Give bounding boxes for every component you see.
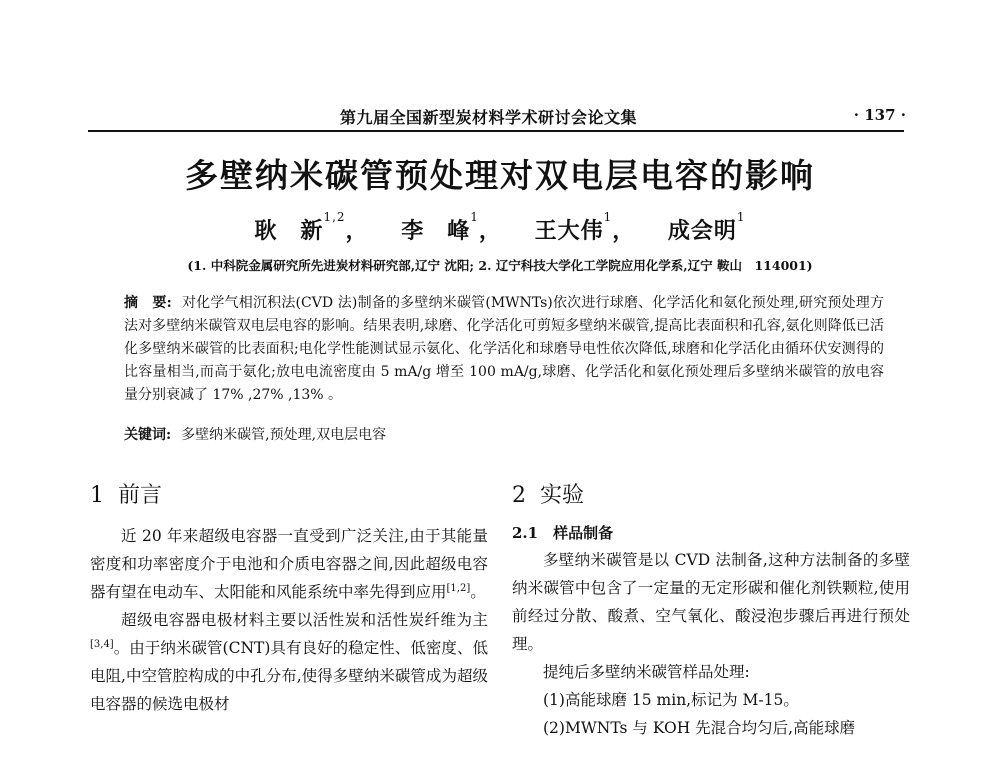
section-heading-experiment <box>512 478 910 512</box>
subsection-number: 2.1 <box>512 524 539 542</box>
section-title: 前言 <box>118 483 163 508</box>
author-affiliation-mark: 1 <box>603 210 613 224</box>
author-separator: ， <box>612 218 636 244</box>
intro-paragraph-1 <box>90 522 488 606</box>
author-3 <box>534 210 636 245</box>
keywords-label: 关键词: <box>124 427 172 443</box>
author-separator: ， <box>478 218 502 244</box>
citation: [1,2] <box>446 582 471 594</box>
section-heading-introduction <box>90 478 488 512</box>
paragraph-text: 超级电容器电极材料主要以活性炭和活性炭纤维为主 <box>121 611 488 629</box>
author-1 <box>254 210 369 245</box>
author-separator: ， <box>345 218 369 244</box>
author-affiliation-mark: 1,2 <box>323 210 346 224</box>
intro-paragraph-2 <box>90 606 488 718</box>
section-title: 实验 <box>540 483 585 508</box>
paragraph-text: 近 20 年来超级电容器一直受到广泛关注,由于其能量密度和功率密度介于电池和介质电容器之间,因此超级电容器有望在电动车、太阳能和风能系统中率先得到应用 <box>90 527 488 601</box>
author-name: 李 峰 <box>401 218 471 244</box>
paragraph-text: 。 <box>470 583 486 601</box>
left-column <box>90 478 488 718</box>
experiment-paragraph-2: 提纯后多壁纳米碳管样品处理: <box>543 663 750 681</box>
experiment-paragraph-1: 多壁纳米碳管是以 CVD 法制备,这种方法制备的多壁纳米碳管中包含了一定量的无定形碳和催化剂铁颗粒,使用前经过分散、酸煮、空气氧化、酸浸泡步骤后再进行预处理。 <box>512 551 910 653</box>
abstract <box>124 292 884 407</box>
author-2 <box>401 210 502 245</box>
citation: [3,4] <box>90 638 114 650</box>
abstract-label: 摘 要: <box>124 295 172 311</box>
proceedings-title: 第九届全国新型炭材料学术研讨会论文集 <box>340 108 638 127</box>
paper-title: 多壁纳米碳管预处理对双电层电容的影响 <box>185 156 815 195</box>
author-name: 王大伟 <box>534 218 604 244</box>
page-number: · 137 · <box>853 106 906 124</box>
header-rule <box>88 130 904 132</box>
author-list <box>0 210 1000 245</box>
paragraph-text: 。由于纳米碳管(CNT)具有良好的稳定性、低密度、低电阻,中空管腔构成的中孔分布,使得多壁纳米碳管成为超级电容器的候选电极材 <box>90 639 488 713</box>
running-header <box>88 105 908 129</box>
experiment-step-1: (1)高能球磨 15 min,标记为 M-15。 <box>543 691 799 709</box>
section-number: 1 <box>90 483 104 508</box>
author-name: 耿 新 <box>254 218 324 244</box>
author-affiliation-mark: 1 <box>470 210 479 224</box>
affiliation: (1. 中科院金属研究所先进炭材料研究部,辽宁 沈阳; 2. 辽宁科技大学化工学院应用化学系,辽宁 鞍山 114001) <box>187 258 813 273</box>
author-name: 成会明 <box>667 218 737 244</box>
keywords <box>124 424 884 444</box>
subsection-title: 样品制备 <box>553 524 614 542</box>
author-affiliation-mark: 1 <box>736 210 746 224</box>
right-column <box>512 478 910 742</box>
section-number: 2 <box>512 483 526 508</box>
author-4 <box>667 210 746 245</box>
keywords-text: 多壁纳米碳管,预处理,双电层电容 <box>181 427 387 443</box>
abstract-text: 对化学气相沉积法(CVD 法)制备的多壁纳米碳管(MWNTs)依次进行球磨、化学活化和氨化预处理,研究预处理方法对多壁纳米碳管双电层电容的影响。结果表明,球磨、化学活化可剪短多壁纳米碳管,提高比表面积和孔容,氨化则降低已活化多壁纳米碳管的比表面积;电化学性能测试显示氨化、化学活化和球磨导电性依次降低,球磨和化学活化由循环伏安测得的比容量相当,而高于氨化;放电电流密度由 5 mA/g 增至 100 mA/g,球磨、化学活化和氨化预处理后多壁纳米碳管的放电容量分别衰减了 17% ,27% ,13% 。 <box>124 295 884 403</box>
subsection-heading-sample-preparation <box>512 522 910 546</box>
experiment-step-2: (2)MWNTs 与 KOH 先混合均匀后,高能球磨 <box>543 719 856 737</box>
